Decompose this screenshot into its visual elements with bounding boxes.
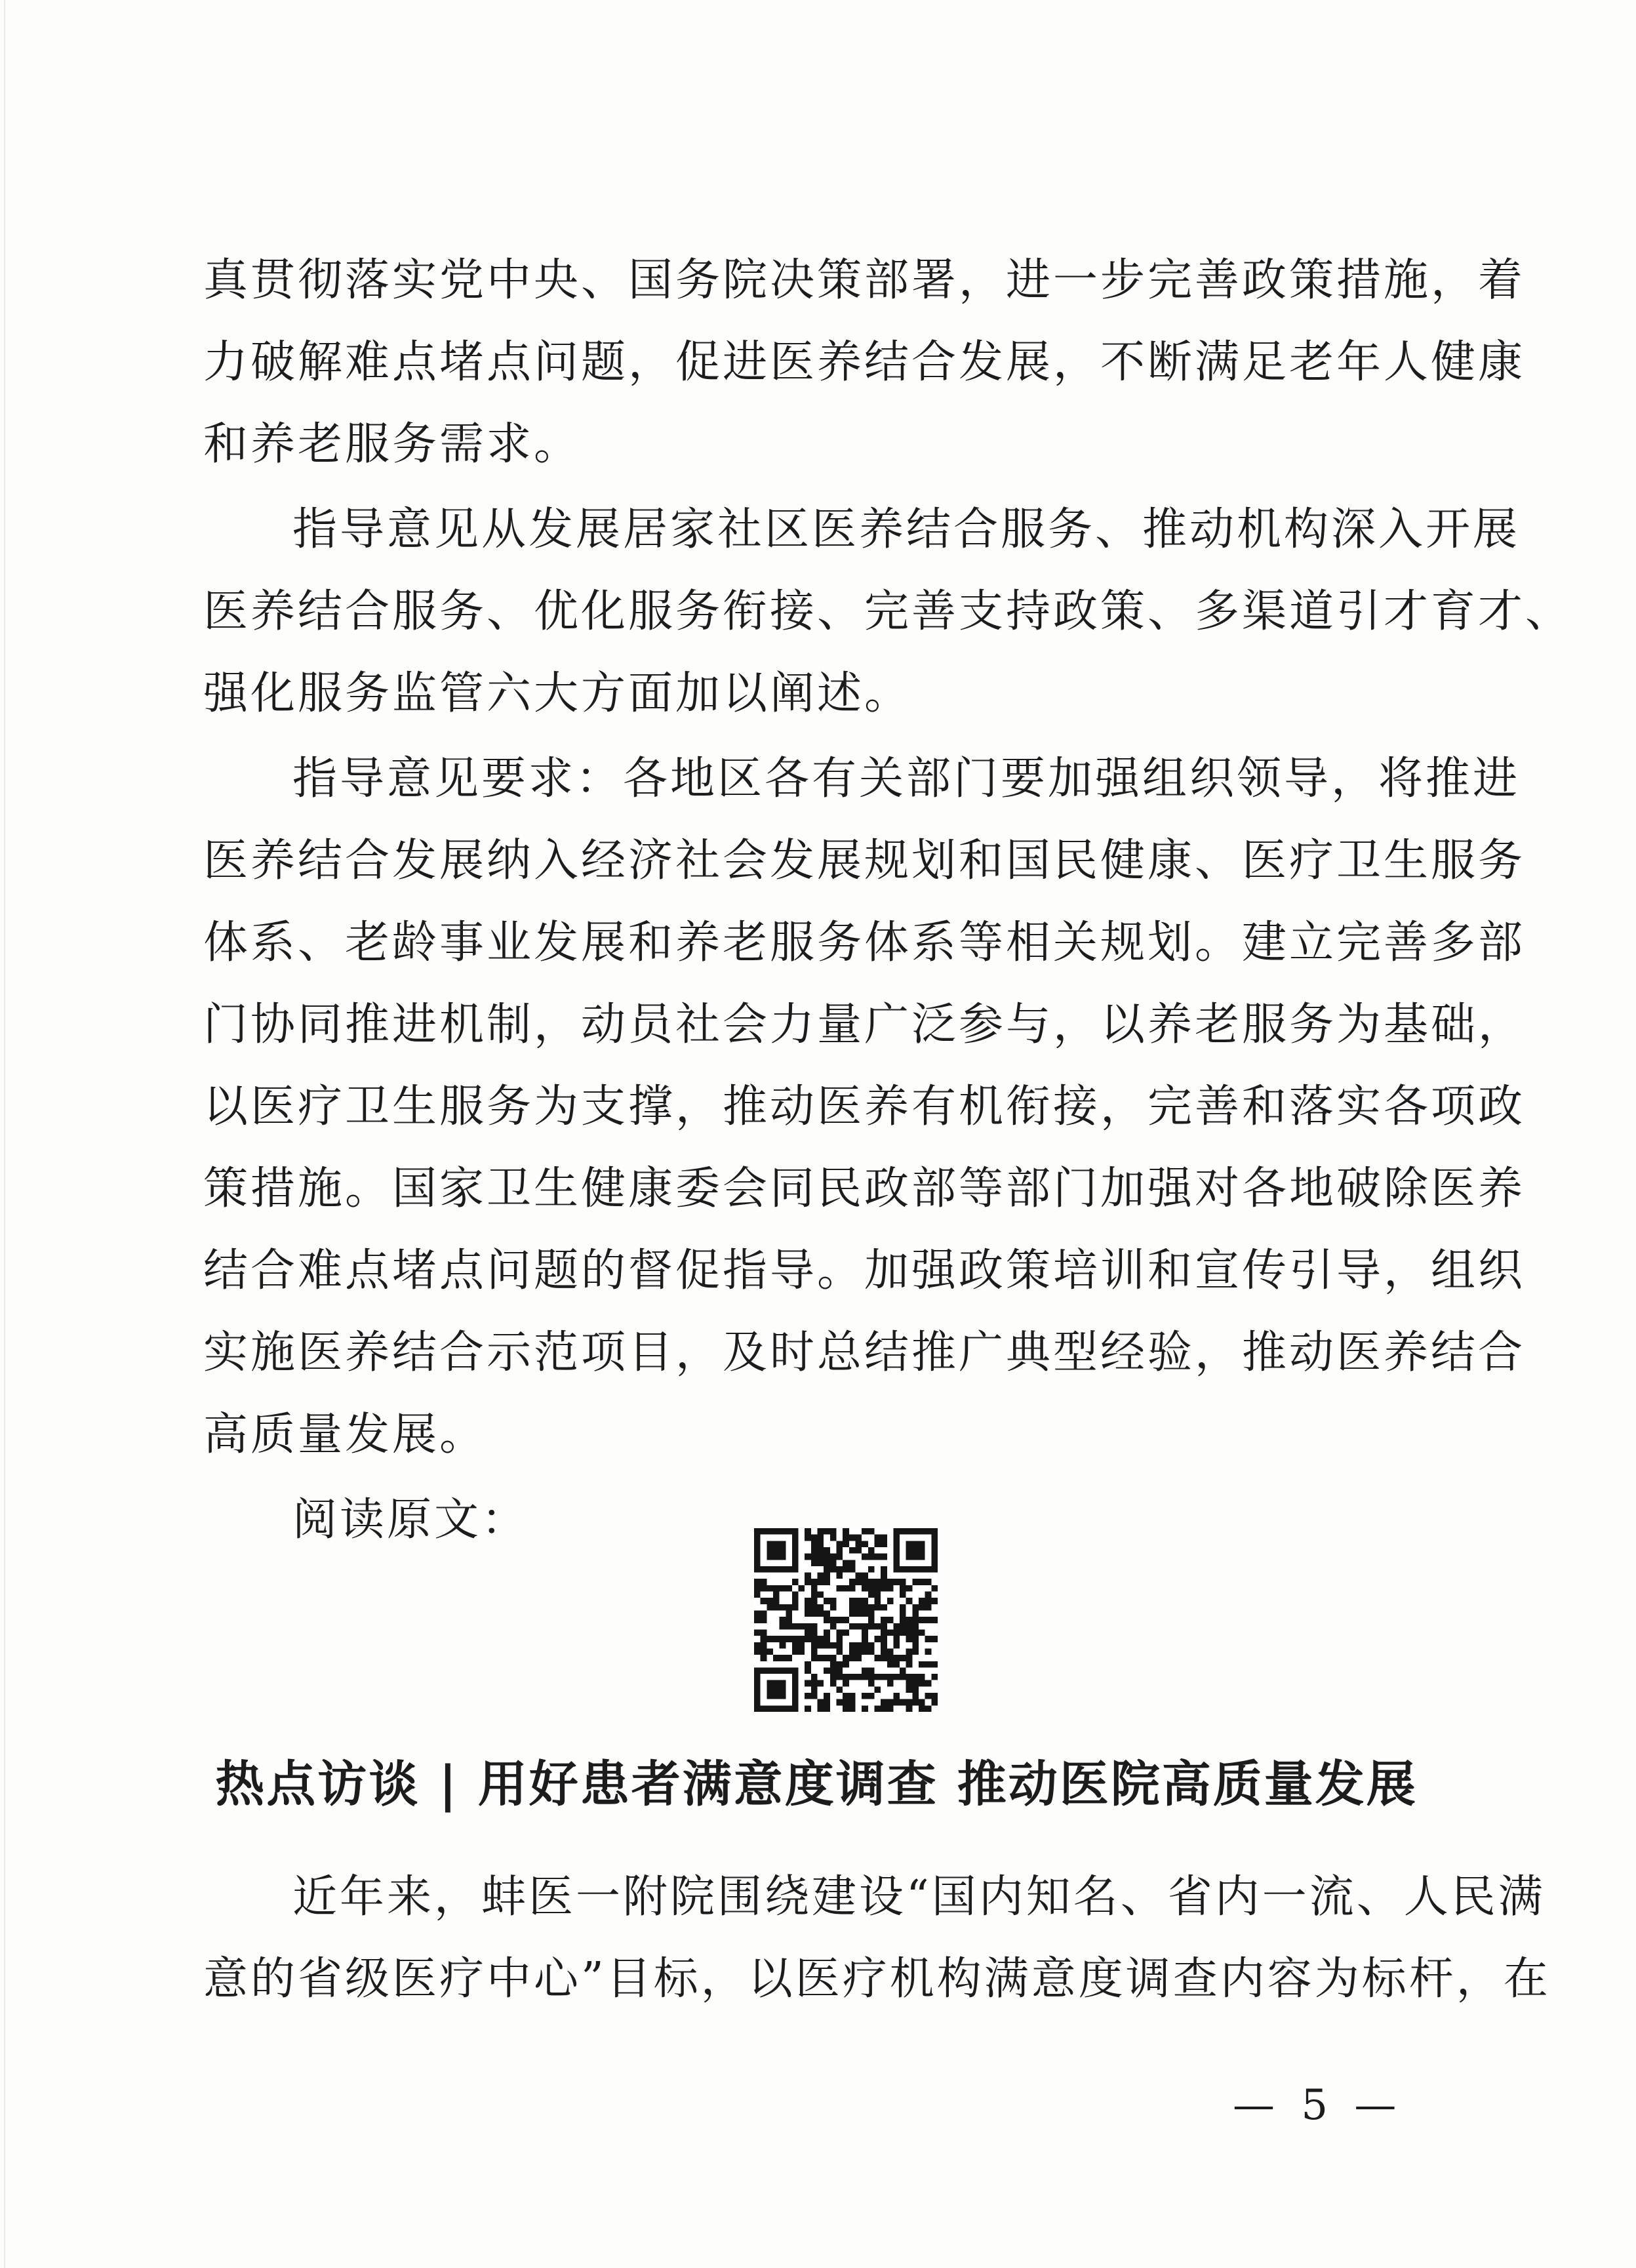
text-line: 强化服务监管六大方面加以阐述。 xyxy=(203,668,912,719)
text-line: 指导意见要求：各地区各有关部门要加强组织领导，将推进 xyxy=(292,753,1521,805)
text-line: 和养老服务需求。 xyxy=(203,418,582,470)
text-line: 结合难点堵点问题的督促指导。加强政策培训和宣传引导，组织 xyxy=(203,1245,1526,1297)
text-line: 以医疗卫生服务为支撑，推动医养有机衔接，完善和落实各项政 xyxy=(203,1081,1526,1133)
paragraph-news xyxy=(203,1856,1551,2020)
text-line: 意的省级医疗中心”目标，以医疗机构满意度调查内容为标杆，在 xyxy=(203,1953,1551,2005)
text-line: 近年来，蚌医一附院围绕建设“国内知名、省内一流、人民满 xyxy=(292,1871,1546,1923)
text-line: 高质量发展。 xyxy=(203,1409,487,1461)
text-line: 真贯彻落实党中央、国务院决策部署，进一步完善政策措施，着 xyxy=(203,254,1526,306)
page-number: — 5 — xyxy=(1233,2081,1403,2130)
text-line: 指导意见从发展居家社区医养结合服务、推动机构深入开展 xyxy=(292,504,1521,556)
paragraph-require xyxy=(203,738,1526,1476)
section-title: 热点访谈 | 用好患者满意度调查 推动医院高质量发展 xyxy=(215,1755,1418,1813)
paragraph-guide xyxy=(203,489,1573,735)
text-line: 体系、老龄事业发展和养老服务体系等相关规划。建立完善多部 xyxy=(203,917,1526,969)
text-line: 实施医养结合示范项目，及时总结推广典型经验，推动医养结合 xyxy=(203,1327,1526,1379)
page-edge xyxy=(4,0,5,2268)
text-line: 医养结合服务、优化服务衔接、完善支持政策、多渠道引才育才、 xyxy=(203,586,1573,638)
paragraph-intro xyxy=(203,239,1526,485)
text-line: 策措施。国家卫生健康委会同民政部等部门加强对各地破除医养 xyxy=(203,1163,1526,1215)
text-line: 力破解难点堵点问题，促进医养结合发展，不断满足老年人健康 xyxy=(203,336,1526,388)
read-original-label: 阅读原文： xyxy=(292,1494,529,1546)
text-line: 医养结合发展纳入经济社会发展规划和国民健康、医疗卫生服务 xyxy=(203,835,1526,887)
text-line: 门协同推进机制，动员社会力量广泛参与，以养老服务为基础， xyxy=(203,999,1526,1051)
qr-code-image[interactable] xyxy=(754,1528,938,1712)
